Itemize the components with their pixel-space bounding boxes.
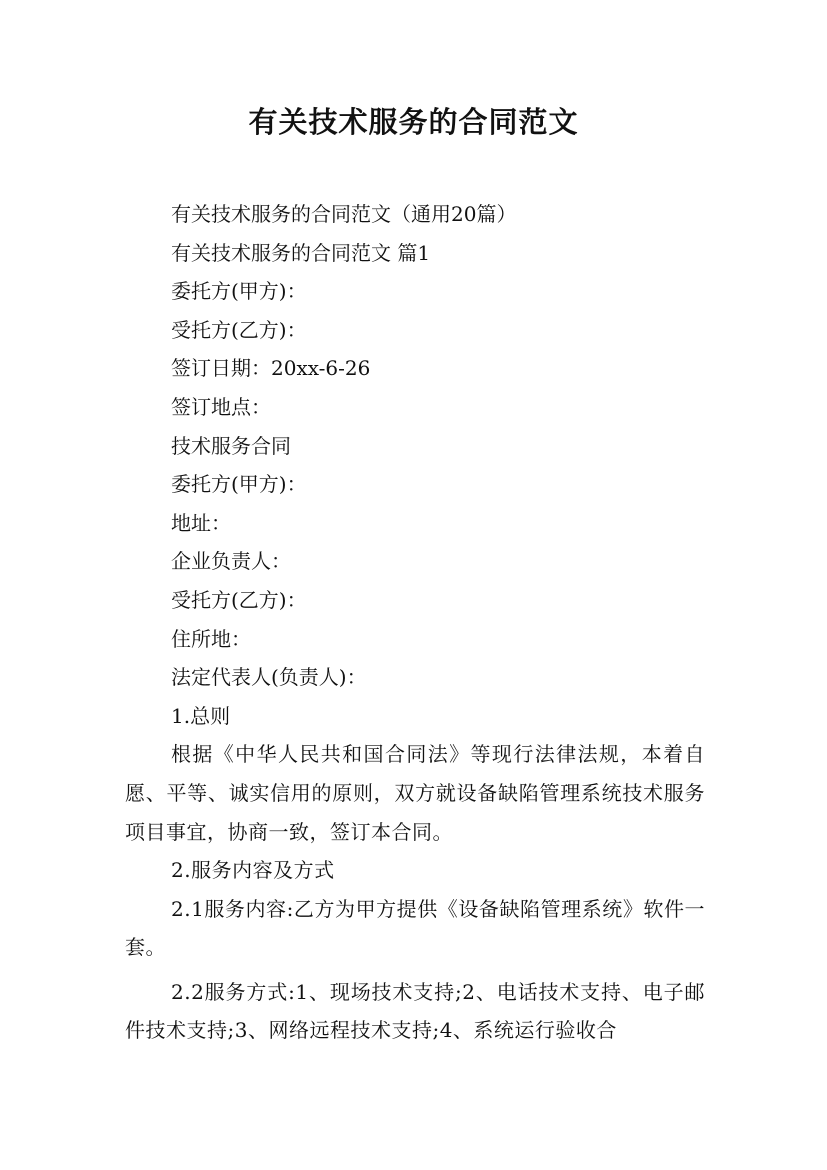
field-legal-representative: 法定代表人(负责人)：: [171, 665, 367, 690]
paragraph-general: 根据《中华人民共和国合同法》等现行法律法规，本着自愿、平等、诚实信用的原则，双方就设备缺陷管理系统技术服务项目事宜，协商一致，签订本合同。: [125, 742, 705, 844]
field-signing-place: 签订地点：: [171, 394, 271, 419]
paragraph-service-method: 2.2服务方式:1、现场技术支持;2、电话技术支持、电子邮件技术支持;3、网络远程技术支持;4、系统运行验收合: [125, 979, 705, 1043]
clause-general-heading: 1.总则: [171, 703, 231, 728]
subtitle-line: 有关技术服务的合同范文（通用20篇）: [171, 202, 517, 226]
field-client: 委托方(甲方)：: [171, 279, 307, 304]
field-client-2: 委托方(甲方)：: [171, 472, 307, 497]
document-title: 有关技术服务的合同范文: [248, 105, 579, 139]
contract-heading: 技术服务合同: [171, 433, 291, 458]
field-contractor-2: 受托方(乙方)：: [171, 587, 307, 612]
field-residence: 住所地：: [171, 626, 251, 651]
field-enterprise-head: 企业负责人：: [171, 549, 291, 574]
field-address: 地址：: [171, 510, 231, 535]
paragraph-service-content: 2.1服务内容:乙方为甲方提供《设备缺陷管理系统》软件一套。: [125, 896, 705, 960]
field-signing-date: 签订日期：20xx-6-26: [171, 356, 371, 381]
section-heading: 有关技术服务的合同范文 篇1: [171, 240, 431, 265]
document-body: [125, 195, 705, 1050]
field-contractor: 受托方(乙方)：: [171, 317, 307, 342]
clause-service-heading: 2.服务内容及方式: [171, 858, 335, 883]
